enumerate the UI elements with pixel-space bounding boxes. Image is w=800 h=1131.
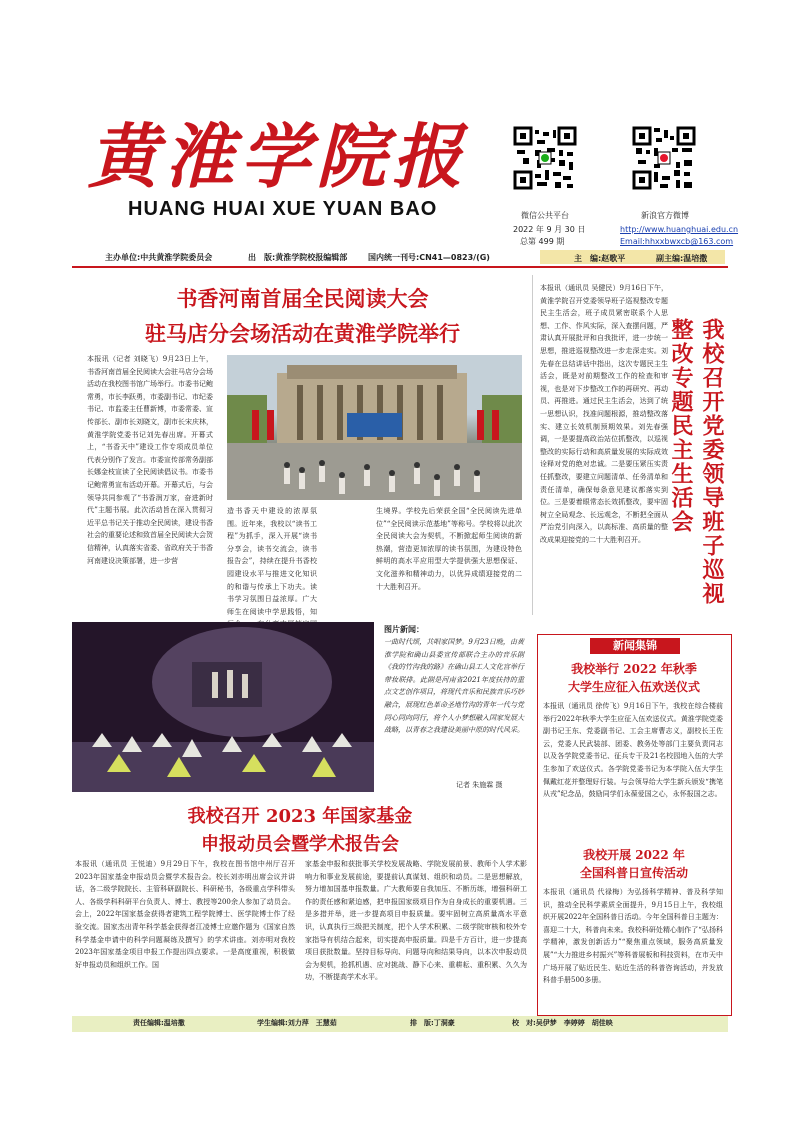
masthead-logo bbox=[88, 112, 468, 202]
footer-layout: 排 版:丁洞豪 bbox=[410, 1019, 455, 1027]
article1-col3: 生境界。学校先后荣获全国“全民阅读先进单位”“全民阅读示范基地”等称号。学校将以此次全民阅读大会为契机，不断掀起师生阅读的新热潮，营造更加浓厚的读书氛围，为建设特色鲜明的高水平应用型大学提供强大思想保证、文化滋养和精神动力，以优异成绩迎接党的二十大胜利召开。 bbox=[376, 507, 522, 591]
reading-event-photo bbox=[227, 355, 522, 500]
publisher-unit: 出 版:黄淮学院校报编辑部 bbox=[248, 253, 348, 262]
photo-credit: 记者 朱施霖 摄 bbox=[456, 781, 503, 789]
article3-col1: 本报讯（通讯员 王悦迪）9月29日下午，我校在图书馆中州厅召开2023年国家基金申报动员会暨学术报告会。校长刘亦明出席会议并讲话，各二级学院院长、主管科研副院长、科研秘书，各级重点学科带头人、各级学科科研平台负责人、博士、教授等200余人参加了动员会。会上，2022年国家基金获得者建筑工程学院博士、医学院博士作了经验交流。国家杰出青年科学基金获得者江凌博士应邀作题为《国家自然科学基金申请中的科学问题凝练及撰写》的学术讲座。刘亦明对我校2023年国家基金项目申报工作提出四点要求。一是高度重视，积极做好申报动员和组织工作。国 bbox=[75, 860, 295, 969]
weibo-label: 新浪官方微博 bbox=[641, 211, 689, 220]
chief-editor: 主 编:赵歌平 bbox=[574, 254, 626, 263]
wechat-qr-icon bbox=[513, 126, 577, 190]
article2-vertical-title: 我校召开党委领导班子巡视整改专题民主生活会 bbox=[668, 318, 725, 606]
issue-date: 2022 年 9 月 30 日 bbox=[513, 225, 586, 234]
article1-headline-2: 驻马店分会场活动在黄淮学院举行 bbox=[145, 321, 460, 346]
article1-headline-1: 书香河南首届全民阅读大会 bbox=[176, 286, 429, 311]
article3-col2: 家基金申报和获批事关学校发展战略、学院发展前景、教师个人学术影响力和事业发展前途，要提前认真谋划、组织和动员。二是思想解放，努力增加国基申报数量。广大教师要自我加压、不断历练，增强科研工作的责任感和紧迫感，把申报国家级项目作为自身成长的重要机遇。三是多措并举，进一步提高项目申报质量。要牢固树立高质量高水平意识，认真执行三级把关制度，把个人学术积累、二级学院审核和校外专家指导有机结合起来，切实提高申报质量。四是千方百计，进一步提高项目获批数量。坚持目标导向、问题导向和结果导向，以本次申报动员会为契机，抢抓机遇、应对挑战、静下心来、重耕耘、重积累、久久为功，不断提高学术水平。 bbox=[305, 860, 527, 982]
article1-col1: 本报讯（记者 刘晓飞）9月23日上午，书香河南首届全民阅读大会驻马店分会场活动在我校图书馆广场举行。市委书记鲍常勇，市长李跃勇，市委副书记、市纪委书记、市监委主任曹新博，市委常委、宣传部长、副市长刘晓文，副市长宋庆林，黄淮学院党委书记刘先春出席。开幕式上，“书香天中”建设工作专项成员单位代表分别作了发言。市委宣传部常务副部长娜金枝宣读了全民阅读倡议书。市委书记鲍常勇宣布活动开幕。开幕式后，与会领导共同参观了“书香润万家，奋进新时代”主题书展。此次活动旨在深入贯彻习近平总书记关于推动全民阅读，建设书香社会的重要论述和致首届全民阅读大会贺信精神，认真落实省委、省政府关于书香河南建设决策部署，进一步营 bbox=[87, 355, 213, 565]
footer-editor: 责任编辑:温培撒 bbox=[133, 1019, 185, 1027]
item1-headline-2: 大学生应征入伍欢送仪式 bbox=[567, 680, 700, 694]
host-unit: 主办单位:中共黄淮学院委员会 bbox=[105, 253, 213, 262]
photo-news-text: 一曲时代颂，共唱家国梦。9月23日晚，由黄淮学院和确山县委宣传部联合主办的音乐剧《我的竹沟我的路》在确山县工人文化宫举行带妆联排。此剧是河南省2021年度扶持的重点文艺创作项目，将现代音乐和民族音乐巧妙融合，展现红色革命圣地竹沟的青年一代与党同心同向同行，将个人小梦想融入国家发展大战略，以青春之我建设美丽中原的时代风采。 bbox=[384, 638, 524, 735]
article3-headline-2: 申报动员会暨学术报告会 bbox=[201, 834, 399, 855]
newspaper-pinyin: HUANG HUAI XUE YUAN BAO bbox=[128, 198, 438, 220]
photo-news-block bbox=[376, 622, 526, 792]
newspaper-title: 黄淮学院报 bbox=[88, 115, 468, 198]
article3-headline-1: 我校召开 2023 年国家基金 bbox=[187, 806, 413, 827]
item2-headline-1: 我校开展 2022 年 bbox=[583, 848, 685, 862]
article1-col2: 造书香天中建设的浓厚氛围。近年来，我校以“读书工程”为抓手，深入开展“读书分享会，读书交流会，读书报告会”，持续在提升书香校园建设水平与推进文化知识的和谐与传承上下功夫。读书学习氛围日益浓厚。广大师生在阅读中学思践悟，知 bbox=[227, 507, 317, 616]
email-link[interactable]: Email:hhxxbwxcb@163.com bbox=[620, 237, 734, 246]
article2-body: 本报讯（通讯员 吴健民）9月16日下午，黄淮学院召开党委领导班子巡视整改专题民主生活会，班子成员紧密联系个人思想、工作、作风实际，深入查摆问题，严肃认真开展批评和自我批评，进一步统一思想，推进巡视整改进一步走深走实。刘先春在总结讲话中指出，这次专题民主生活会，既是对前期整改工作的检查和审视，也是对下步整改工作的再研究、再动员、再推进。通过民主生活会，达到了统一思想认识，找准问题根源，推动整改落实、建立长效机制预期效果。刘先春强调，一是要提高政治站位抓整改，以巡视整改的实际行动和高质量发展的实际成效诠释对党的绝对忠诚。二是要压紧压实责任抓整改，要建立问题清单、任务清单和责任清单，确保每条意见建议都落实到位。三是要着眼常态长效抓整改，要牢固树立全局观念、长远观念，不断把全面从严治党引向深入，以高标准、高质量的整改成果迎接党的二十大胜利召开。 bbox=[540, 284, 668, 544]
news-roundup-tag: 新闻集锦 bbox=[590, 638, 680, 654]
column-rule bbox=[532, 275, 533, 615]
item1-body: 本报讯（通讯员 徐传飞）9月16日下午，我校在综合楼前举行2022年秋季大学生应征入伍欢送仪式。黄淮学院党委副书记王东、党委副书记、工会主席曹志义，副校长王佐云，党委人民武装部、团委、教务处等部门主要负责同志以及各学院党委书记、征兵专干及21名校园地入伍的大学生参加了欢送仪式。各学院党委书记为本学院入伍大学生佩戴红花并整理好行装。与会领导给大学生新兵颁发“携笔从戎”纪念品，鼓励同学们永葆爱国之心，永怀报国之志。 bbox=[543, 702, 723, 799]
item2-body: 本报讯（通讯员 代禄梅）为弘扬科学精神、普及科学知识，推动全民科学素质全面提升，9月15日上午，我校组织开展2022年全国科普日活动。今年全国科普日主题为：喜迎二十大，科普向未来。我校科研处精心制作了“弘扬科学精神，激发创新活力”“聚焦重点领域，服务高质量发展”“大力推进乡村振兴”等科普展板和科技资料，在市天中广场开展了贴近民生、贴近生活的科普咨询活动，并发放科普手册500多册。 bbox=[543, 888, 723, 985]
photo-news-label: 图片新闻： bbox=[384, 625, 424, 634]
website-link[interactable]: http://www.huanghuai.edu.cn bbox=[620, 225, 739, 234]
header-divider bbox=[72, 266, 728, 268]
footer-proof: 校 对:吴伊梦 李婷婷 胡佳映 bbox=[512, 1019, 613, 1027]
musical-stage-photo bbox=[72, 622, 374, 792]
issn-code: 国内统一刊号:CN41—0823/(G) bbox=[368, 253, 490, 262]
wechat-label: 微信公共平台 bbox=[521, 211, 569, 220]
weibo-qr-icon bbox=[632, 126, 696, 190]
issue-number: 总第 499 期 bbox=[520, 237, 565, 246]
footer-student-editor: 学生编辑:刘力萍 王慧茹 bbox=[257, 1019, 337, 1027]
item2-headline-2: 全国科普日宣传活动 bbox=[579, 866, 688, 880]
deputy-editor: 副主编:温培撒 bbox=[656, 254, 708, 263]
item1-headline-1: 我校举行 2022 年秋季 bbox=[571, 662, 697, 676]
